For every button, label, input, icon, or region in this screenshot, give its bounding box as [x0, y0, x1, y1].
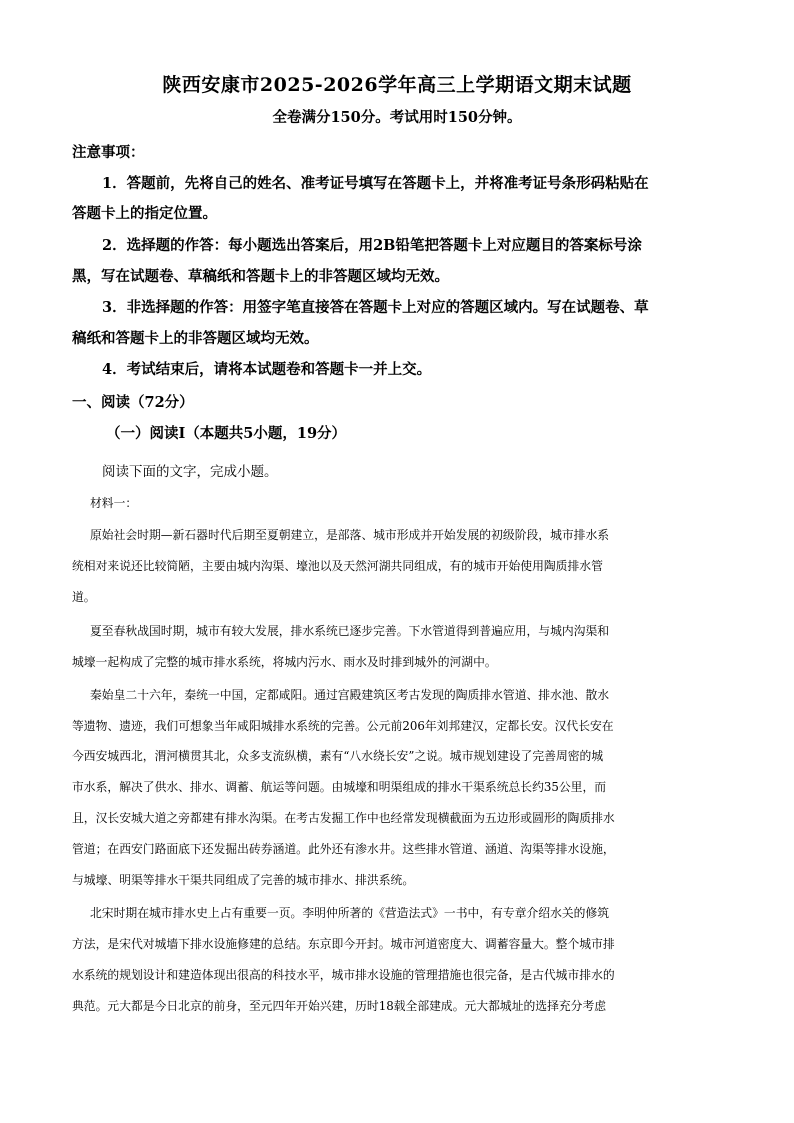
paragraph-line: 水系统的规划设计和建造体现出很高的科技水平，城市排水设施的管理措施也很完备，是古代城市排水的: [72, 968, 615, 982]
paragraph-line: 夏至春秋战国时期，城市有较大发展，排水系统已逐步完善。下水管道得到普遍应用，与城内沟渠和: [90, 624, 610, 638]
paragraph-line: 秦始皇二十六年，秦统一中国，定都咸阳。通过宫殿建筑区考古发现的陶质排水管道、排水池、散水: [90, 688, 610, 702]
paragraph-line: 城壕一起构成了完整的城市排水系统，将城内污水、雨水及时排到城外的河湖中。: [72, 655, 497, 669]
paragraph-line: 道。: [72, 590, 96, 604]
paragraph-line: 北宋时期在城市排水史上占有重要一页。李明仲所著的《营造法式》一书中，有专章介绍水关的修筑: [90, 906, 610, 920]
notice-item: 1．答题前，先将自己的姓名、准考证号填写在答题卡上，并将准考证号条形码粘贴在: [102, 175, 649, 192]
paragraph-line: 管道；在西安门路面底下还发掘出砖券涵道。此外还有渗水井。这些排水管道、涵道、沟渠等排水设施，: [72, 842, 615, 856]
notice-item: 4．考试结束后，请将本试题卷和答题卡一并上交。: [102, 361, 432, 378]
notice-item: 答题卡上的指定位置。: [72, 205, 217, 222]
paragraph-line: 典范。元大都是今日北京的前身，至元四年开始兴建，历时18载全部建成。元大都城址的选择充分考虑: [72, 999, 607, 1013]
notice-item: 黑，写在试题卷、草稿纸和答题卡上的非答题区域均无效。: [72, 268, 449, 285]
section-heading: 一、阅读（72分）: [72, 394, 194, 411]
paragraph-line: 且，汉长安城大道之旁都建有排水沟渠。在考古发掘工作中也经常发现横截面为五边形或圆形的陶质排水: [72, 811, 615, 825]
page-title: 陕西安康市2025-2026学年高三上学期语文期末试题: [162, 74, 632, 96]
paragraph-line: 今西安城西北，渭河横贯其北，众多支流纵横，素有“八水绕长安”之说。城市规划建设了完善周密的城: [72, 749, 604, 763]
notice-item: 稿纸和答题卡上的非答题区域均无效。: [72, 330, 319, 347]
paragraph-line: 方法，是宋代对城墙下排水设施修建的总结。东京即今开封。城市河道密度大、调蓄容量大。整个城市排: [72, 937, 615, 951]
notice-heading: 注意事项：: [72, 144, 145, 161]
paragraph-line: 等遗物、遗迹，我们可想象当年咸阳城排水系统的完善。公元前206年刘邦建汉，定都长安。汉代长安在: [72, 719, 614, 733]
sub-section-heading: （一）阅读Ⅰ（本题共5小题，19分）: [106, 425, 347, 442]
material-label: 材料一：: [90, 496, 138, 510]
paragraph-line: 市水系，解决了供水、排水、调蓄、航运等问题。由城壕和明渠组成的排水干渠系统总长约35公里，而: [72, 780, 607, 794]
paragraph-line: 原始社会时期—新石器时代后期至夏朝建立，是部落、城市形成并开始发展的初级阶段，城市排水系: [90, 528, 610, 542]
exam-info: 全卷满分150分。考试用时150分钟。: [272, 109, 522, 126]
notice-item: 3．非选择题的作答：用签字笔直接答在答题卡上对应的答题区域内。写在试题卷、草: [102, 299, 649, 316]
notice-item: 2．选择题的作答：每小题选出答案后，用2B铅笔把答题卡上对应题目的答案标号涂: [102, 237, 642, 254]
paragraph-line: 与城壕、明渠等排水干渠共同组成了完善的城市排水、排洪系统。: [72, 873, 415, 887]
paragraph-line: 统相对来说还比较简陋，主要由城内沟渠、壕池以及天然河湖共同组成，有的城市开始使用陶质排水管: [72, 559, 603, 573]
reading-prompt: 阅读下面的文字，完成小题。: [102, 464, 278, 480]
